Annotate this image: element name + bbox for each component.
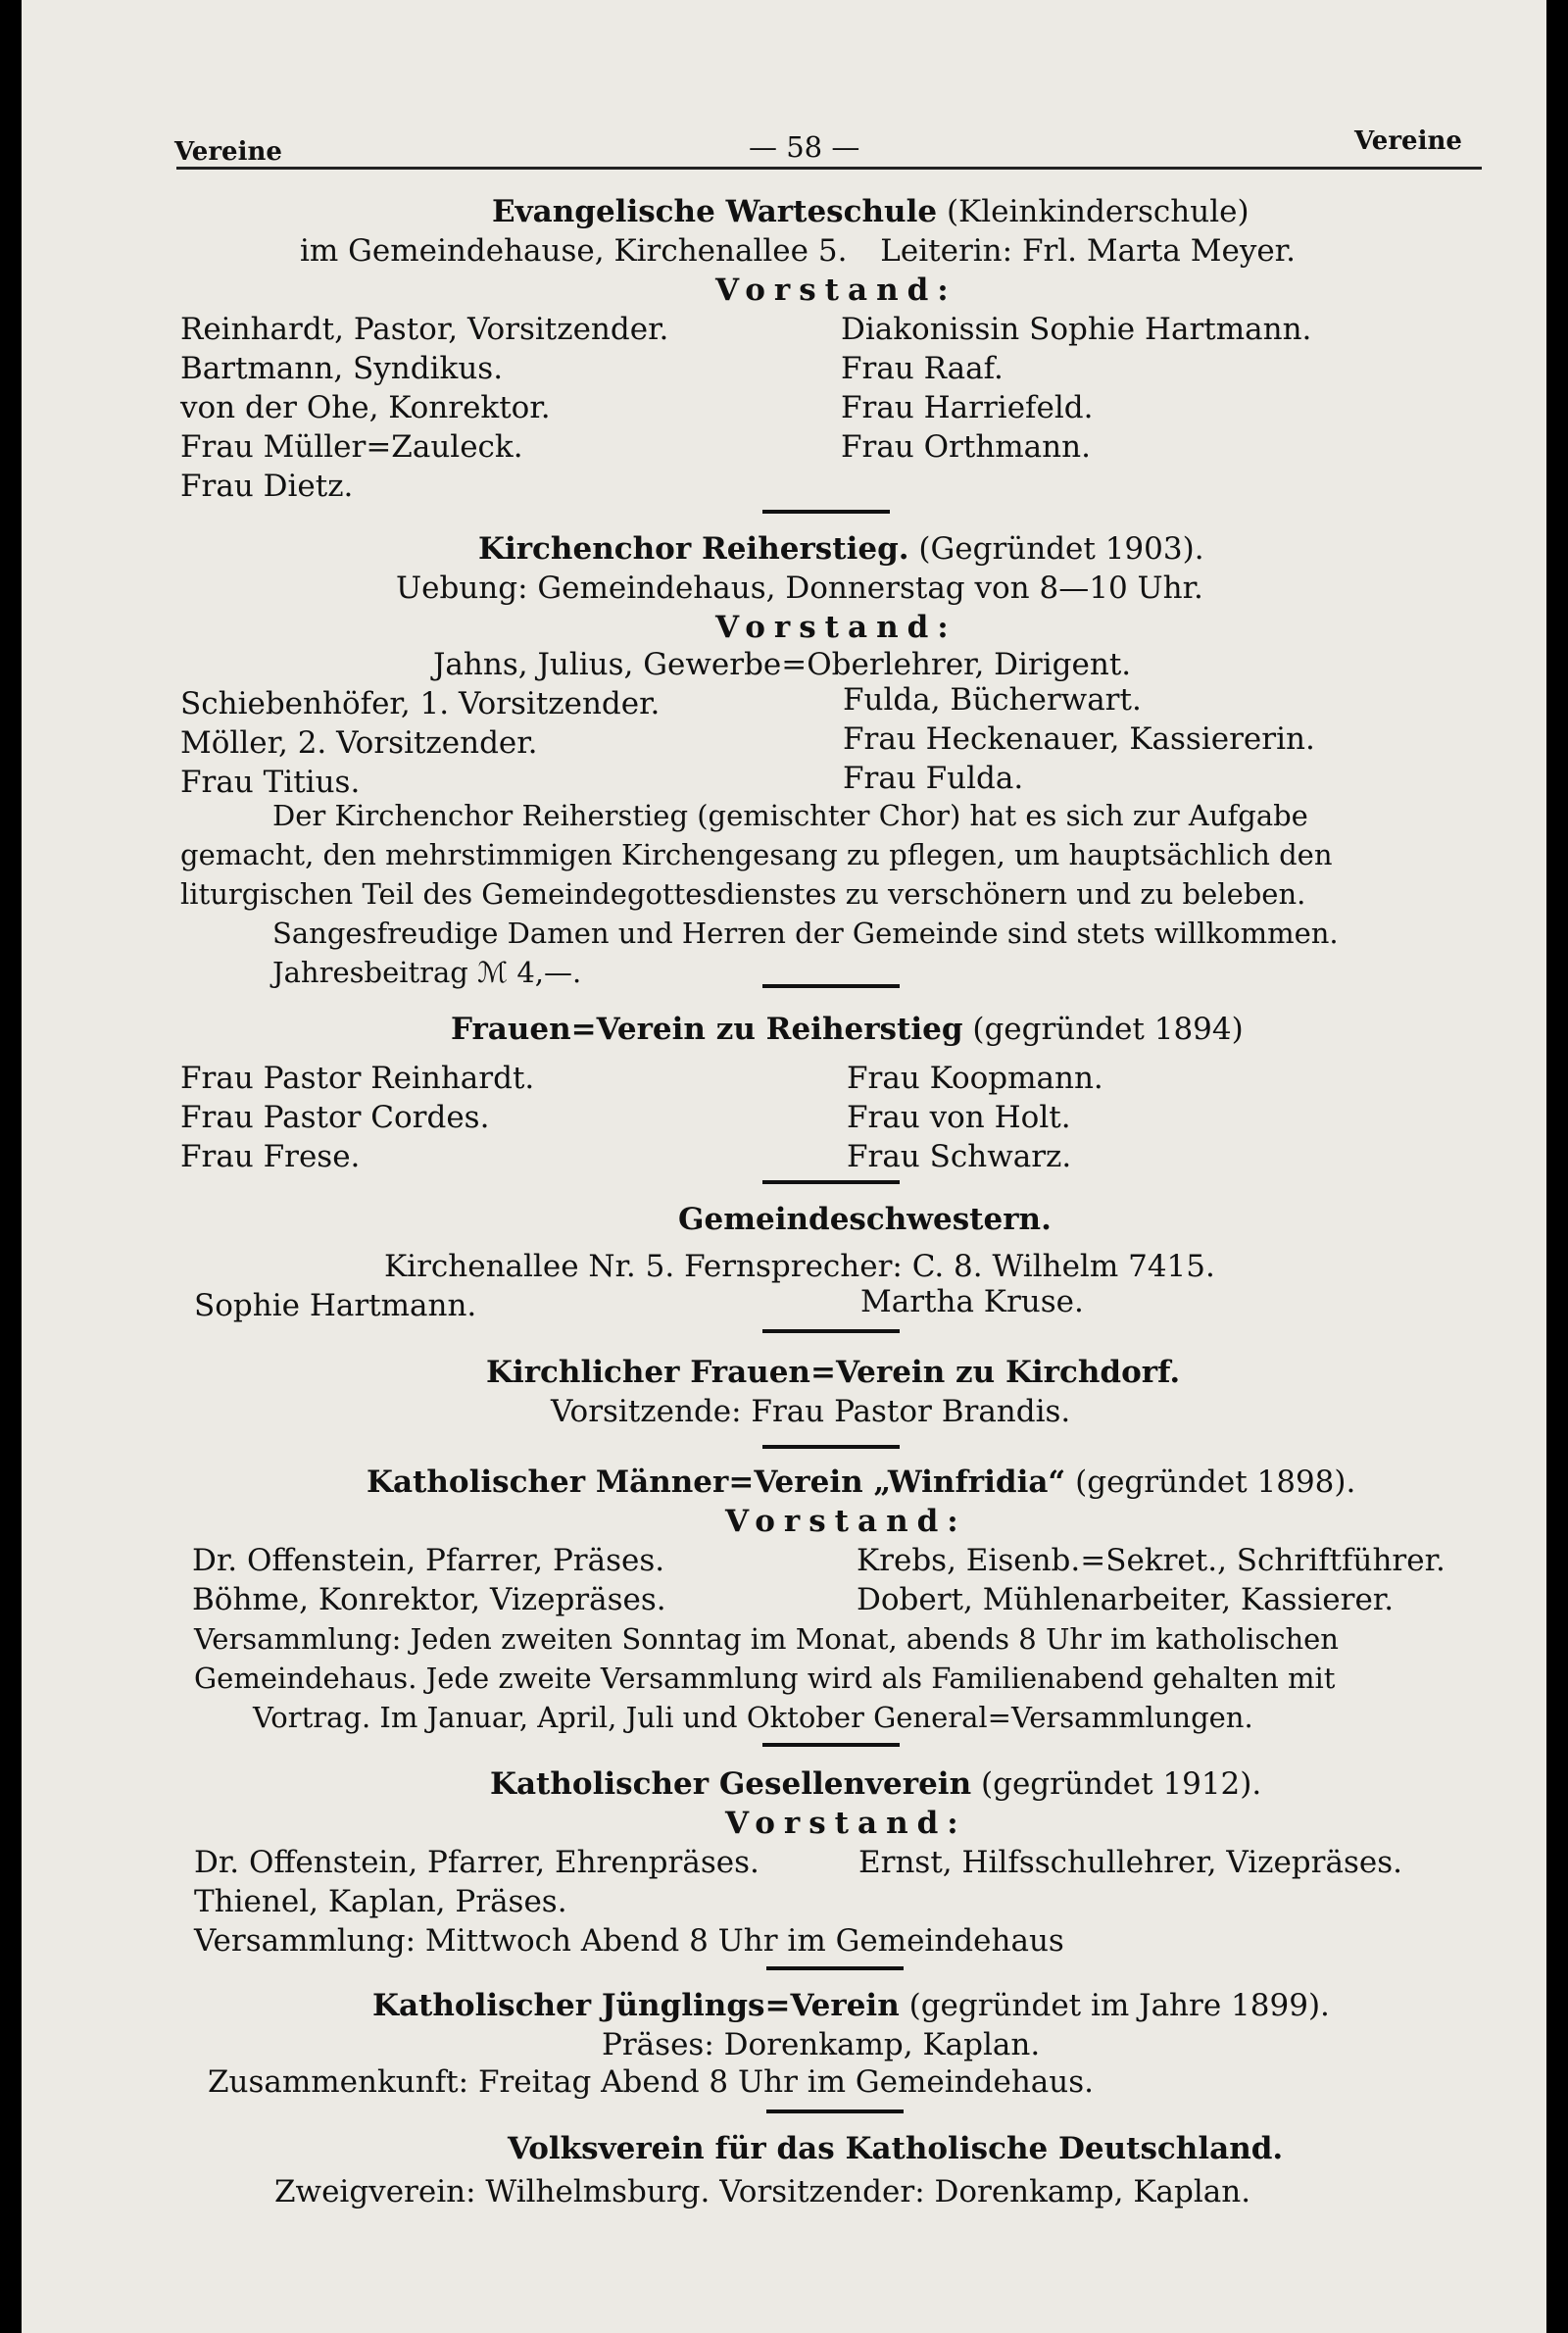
warteschule-vorstand-label: Vorstand: (715, 273, 957, 308)
frauenverein-right-3: Frau Schwarz. (847, 1139, 1072, 1174)
kirchenchor-para-2: gemacht, den mehrstimmigen Kirchengesang zu pflegen, um hauptsächlich den (180, 838, 1333, 871)
volksverein-title: Volksverein für das Katholische Deutschland. (508, 2131, 1284, 2166)
section-divider (762, 510, 890, 514)
gemeindeschwestern-left: Sophie Hartmann. (194, 1288, 477, 1323)
frauenverein-right-1: Frau Koopmann. (847, 1061, 1103, 1096)
kirchenchor-vorstand-label: Vorstand: (715, 610, 957, 645)
kirchdorf-chair: Vorsitzende: Frau Pastor Brandis. (551, 1394, 1071, 1429)
warteschule-right-3: Frau Harriefeld. (841, 390, 1094, 425)
running-head-right: Vereine (1354, 126, 1462, 156)
section-divider (762, 1743, 900, 1747)
gesellenverein-title: Katholischer Gesellenverein (490, 1766, 972, 1802)
section-divider (762, 1180, 900, 1184)
volksverein-branch: Zweigverein: Wilhelmsburg. Vorsitzender: Dorenkamp, Kaplan. (274, 2174, 1251, 2209)
warteschule-title-note: (Kleinkinderschule) (946, 194, 1250, 229)
juenglingsverein-heading (372, 1986, 1330, 2025)
gesellenverein-title-note: (gegründet 1912). (981, 1766, 1262, 1802)
warteschule-right-4: Frau Orthmann. (841, 429, 1091, 465)
warteschule-title: Evangelische Warteschule (492, 194, 938, 229)
kirchenchor-left-1: Schiebenhöfer, 1. Vorsitzender. (180, 686, 661, 721)
kirchdorf-title: Kirchlicher Frauen=Verein zu Kirchdorf. (486, 1355, 1181, 1390)
winfridia-title-note: (gegründet 1898). (1075, 1464, 1356, 1500)
kirchenchor-para-4: Sangesfreudige Damen und Herren der Gemeinde sind stets willkommen. (272, 917, 1339, 950)
warteschule-left-4: Frau Müller=Zauleck. (180, 429, 523, 465)
frauenverein-title-note: (gegründet 1894) (972, 1012, 1244, 1047)
winfridia-heading (367, 1463, 1355, 1502)
warteschule-left-3: von der Ohe, Konrektor. (180, 390, 551, 425)
kirchenchor-left-2: Möller, 2. Vorsitzender. (180, 725, 538, 761)
kirchenchor-para-5: Jahresbeitrag ℳ 4,—. (272, 956, 582, 989)
winfridia-vorstand-label: Vorstand: (725, 1504, 967, 1539)
gesellenverein-left-2: Thienel, Kaplan, Präses. (194, 1884, 567, 1919)
juenglingsverein-praeses: Präses: Dorenkamp, Kaplan. (602, 2027, 1041, 2062)
frauenverein-heading (451, 1010, 1244, 1049)
winfridia-right-1: Krebs, Eisenb.=Sekret., Schriftführer. (857, 1543, 1446, 1578)
winfridia-para-2: Gemeindehaus. Jede zweite Versammlung wird als Familienabend gehalten mit (194, 1662, 1336, 1695)
running-head-left: Vereine (174, 137, 282, 167)
warteschule-location-line (300, 231, 1296, 271)
winfridia-left-2: Böhme, Konrektor, Vizepräses. (192, 1582, 666, 1617)
kirchenchor-right-2: Frau Heckenauer, Kassiererin. (843, 721, 1315, 757)
warteschule-right-1: Diakonissin Sophie Hartmann. (841, 312, 1312, 347)
frauenverein-right-2: Frau von Holt. (847, 1100, 1071, 1135)
juenglingsverein-title: Katholischer Jünglings=Verein (372, 1988, 900, 2023)
kirchenchor-right-3: Frau Fulda. (843, 761, 1024, 796)
kirchenchor-para-3: liturgischen Teil des Gemeindegottesdienstes zu verschönern und zu beleben. (180, 877, 1306, 911)
kirchenchor-director: Jahns, Julius, Gewerbe=Oberlehrer, Dirigent. (433, 647, 1132, 682)
winfridia-para-3: Vortrag. Im Januar, April, Juli und Oktober General=Versammlungen. (253, 1701, 1253, 1734)
frauenverein-title: Frauen=Verein zu Reiherstieg (451, 1012, 963, 1047)
kirchenchor-title-note: (Gegründet 1903). (918, 531, 1204, 567)
kirchenchor-right-1: Fulda, Bücherwart. (843, 682, 1142, 718)
winfridia-left-1: Dr. Offenstein, Pfarrer, Präses. (192, 1543, 665, 1578)
juenglingsverein-meeting: Zusammenkunft: Freitag Abend 8 Uhr im Gemeindehaus. (208, 2064, 1095, 2100)
kirchenchor-para-1: Der Kirchenchor Reiherstieg (gemischter Chor) hat es sich zur Aufgabe (272, 799, 1308, 832)
gemeindeschwestern-title: Gemeindeschwestern. (678, 1202, 1052, 1237)
frauenverein-left-2: Frau Pastor Cordes. (180, 1100, 490, 1135)
kirchenchor-practice: Uebung: Gemeindehaus, Donnerstag von 8—10 Uhr. (396, 571, 1203, 606)
kirchenchor-heading (478, 529, 1204, 569)
gesellenverein-right-1: Ernst, Hilfsschullehrer, Vizepräses. (858, 1845, 1402, 1880)
section-divider (762, 1329, 900, 1333)
header-rule (176, 167, 1482, 170)
warteschule-right-2: Frau Raaf. (841, 351, 1004, 386)
frauenverein-left-1: Frau Pastor Reinhardt. (180, 1061, 535, 1096)
warteschule-location: im Gemeindehause, Kirchenallee 5. (300, 233, 848, 269)
gesellenverein-heading (490, 1764, 1261, 1804)
winfridia-title: Katholischer Männer=Verein „Winfridia“ (367, 1464, 1066, 1500)
winfridia-right-2: Dobert, Mühlenarbeiter, Kassierer. (857, 1582, 1395, 1617)
winfridia-para-1: Versammlung: Jeden zweiten Sonntag im Monat, abends 8 Uhr im katholischen (194, 1622, 1339, 1656)
gemeindeschwestern-address: Kirchenallee Nr. 5. Fernsprecher: C. 8. Wilhelm 7415. (384, 1249, 1215, 1284)
section-divider (762, 984, 900, 988)
kirchenchor-left-3: Frau Titius. (180, 765, 361, 800)
warteschule-heading (492, 192, 1250, 231)
section-divider (762, 1445, 900, 1449)
gesellenverein-vorstand-label: Vorstand: (725, 1806, 967, 1841)
gesellenverein-left-1: Dr. Offenstein, Pfarrer, Ehrenpräses. (194, 1845, 760, 1880)
juenglingsverein-title-note: (gegründet im Jahre 1899). (908, 1988, 1330, 2023)
gesellenverein-meeting: Versammlung: Mittwoch Abend 8 Uhr im Gemeindehaus (194, 1923, 1064, 1959)
warteschule-left-2: Bartmann, Syndikus. (180, 351, 504, 386)
section-divider (766, 2110, 904, 2113)
document-page (22, 0, 1546, 2333)
section-divider (766, 1966, 904, 1970)
warteschule-left-5: Frau Dietz. (180, 469, 354, 504)
warteschule-leader: Leiterin: Frl. Marta Meyer. (880, 233, 1296, 269)
gemeindeschwestern-right: Martha Kruse. (860, 1284, 1084, 1319)
warteschule-left-1: Reinhardt, Pastor, Vorsitzender. (180, 312, 669, 347)
kirchenchor-title: Kirchenchor Reiherstieg. (478, 531, 909, 567)
page-number: — 58 — (749, 130, 860, 164)
frauenverein-left-3: Frau Frese. (180, 1139, 361, 1174)
